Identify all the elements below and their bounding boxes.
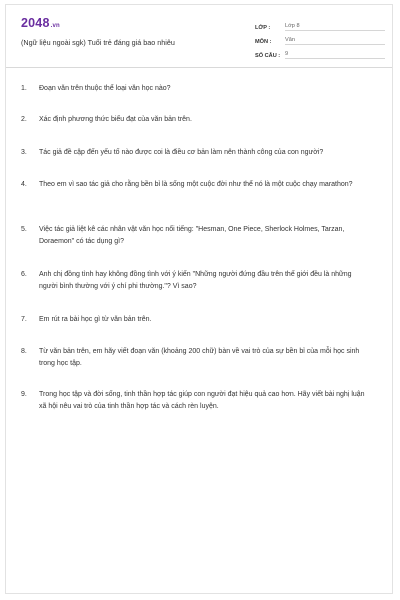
question-text: Theo em vì sao tác giả cho rằng bền bỉ là sống một cuộc đời như thể nó là một cuộc chạy marathon? [39, 181, 353, 188]
question-item [21, 389, 371, 412]
meta-row-question-count [255, 45, 385, 59]
question-item [21, 269, 371, 292]
question-text: Trong học tập và đời sống, tinh thần hợp tác giúp con người đạt hiệu quả cao hơn. Hãy viết bài nghị luận xã hội nêu vai trò của tinh thần hợp tác và cách rèn luyện. [39, 391, 365, 410]
question-number: 1. [21, 85, 27, 92]
question-item [21, 147, 371, 159]
meta-info [255, 17, 385, 59]
meta-label: LỚP : [255, 25, 271, 31]
meta-value: 9 [285, 51, 385, 59]
question-number: 4. [21, 181, 27, 188]
question-item [21, 314, 371, 326]
question-item [21, 114, 371, 126]
worksheet-header [6, 5, 392, 68]
meta-value: Văn [285, 37, 385, 45]
question-number: 8. [21, 348, 27, 355]
question-text: Đoạn văn trên thuộc thể loại văn học nào? [39, 85, 171, 92]
site-logo[interactable] [21, 16, 60, 30]
meta-row-subject [255, 31, 385, 45]
meta-label: MÔN : [255, 39, 272, 45]
question-text: Từ văn bản trên, em hãy viết đoạn văn (khoảng 200 chữ) bàn về vai trò của sự bền bỉ của mỗi học sinh trong học tập. [39, 348, 360, 367]
question-text: Xác định phương thức biểu đạt của văn bản trên. [39, 116, 192, 123]
question-number: 3. [21, 149, 27, 156]
worksheet [5, 4, 393, 594]
question-text: Em rút ra bài học gì từ văn bản trên. [39, 316, 152, 323]
question-item [21, 224, 371, 247]
question-text: Anh chị đồng tình hay không đồng tình với ý kiến "Những người đứng đầu trên thế giới đều là những người bình thường với ý chí phi thường."? Vì sao? [39, 271, 352, 290]
meta-row-grade [255, 17, 385, 31]
question-number: 2. [21, 116, 27, 123]
question-item [21, 83, 371, 95]
logo-domain: .vn [50, 23, 60, 29]
meta-label: SỐ CÂU : [255, 53, 281, 59]
question-number: 5. [21, 226, 27, 233]
question-item [21, 346, 371, 369]
meta-value: Lớp 8 [285, 23, 385, 31]
question-number: 9. [21, 391, 27, 398]
question-item [21, 179, 371, 191]
question-number: 6. [21, 271, 27, 278]
question-number: 7. [21, 316, 27, 323]
question-text: Việc tác giả liệt kê các nhân vật văn học nổi tiếng: "Hesman, One Piece, Sherlock Holmes, Tarzan, Doraemon" có tác dụng gì? [39, 226, 345, 245]
logo-text: 2048 [21, 16, 50, 30]
question-text: Tác giả đề cập đến yếu tố nào được coi là điều cơ bản làm nên thành công của con người? [39, 149, 324, 156]
document-title: (Ngữ liệu ngoài sgk) Tuổi trẻ đáng giá bao nhiêu [21, 38, 175, 47]
